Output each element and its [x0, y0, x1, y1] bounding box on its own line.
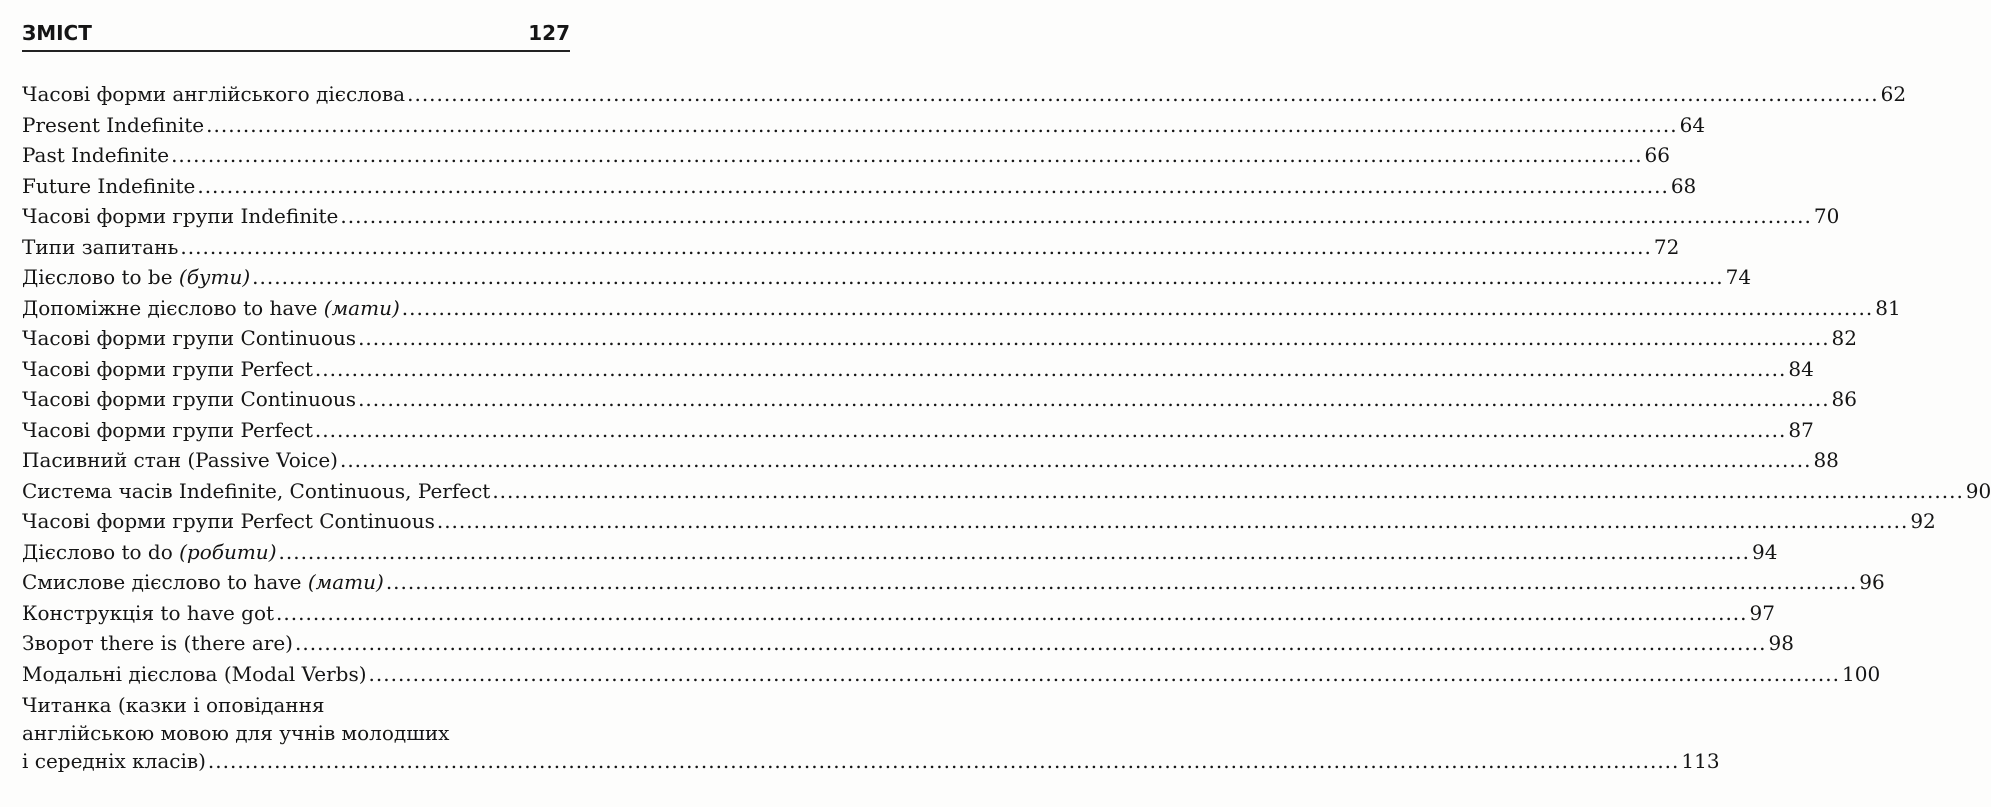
dot-leader: ........................................................................................................................................................................................................ — [385, 570, 1858, 594]
toc-entry-title: Часові форми групи Perfect — [22, 356, 313, 381]
toc-entry-page: 82 — [1831, 326, 1857, 350]
toc-entry — [22, 537, 1778, 568]
toc-entry-title: і середніх класів) — [22, 749, 206, 773]
toc-entry-page: 96 — [1859, 570, 1885, 594]
toc-entry — [22, 79, 1907, 110]
dot-leader: ........................................................................................................................................................................................................ — [197, 173, 1669, 198]
toc-entry-title: Future Indefinite — [22, 173, 196, 198]
toc-entry — [22, 140, 1670, 171]
dot-leader: ........................................................................................................................................................................................................ — [295, 631, 1767, 655]
dot-leader: ........................................................................................................................................................................................................ — [368, 661, 1840, 686]
toc-entry — [22, 598, 1775, 629]
toc-entry — [22, 232, 1680, 263]
toc-entry-page: 84 — [1788, 356, 1814, 381]
toc-entry-title: Present Indefinite — [22, 112, 205, 137]
toc-entry — [22, 293, 1901, 324]
toc-entry-title: Past Indefinite — [22, 143, 170, 167]
toc-entry — [22, 567, 1885, 598]
dot-leader: ........................................................................................................................................................................................................ — [206, 112, 1678, 137]
dot-leader: ........................................................................................................................................................................................................ — [492, 478, 1964, 503]
toc-entry-title: Модальні дієслова (Modal Verbs) — [22, 661, 367, 686]
dot-leader: ........................................................................................................................................................................................................ — [180, 234, 1652, 259]
toc-entry-page: 88 — [1813, 448, 1839, 472]
toc-entry-title: Часові форми групи Indefinite — [22, 204, 339, 228]
toc-entry-title: Типи запитань — [22, 234, 179, 259]
toc-entry-page: 97 — [1749, 600, 1775, 625]
toc-entry-page: 87 — [1788, 417, 1814, 442]
toc-entry-page: 70 — [1813, 204, 1840, 228]
toc-entry — [22, 659, 1881, 690]
page-header — [22, 16, 570, 52]
toc-entry-title: Пасивний стан (Passive Voice) — [22, 448, 338, 472]
toc-entry-page: 64 — [1679, 112, 1706, 137]
toc-entry-page: 94 — [1751, 539, 1778, 564]
section-title: ЗМІСТ — [22, 21, 92, 45]
toc-entry — [22, 747, 1720, 775]
toc-entry-title: Часові форми групи Perfect Continuous — [22, 509, 435, 533]
toc-entry-page: 90 — [1965, 478, 1991, 503]
toc-entry-title: Допоміжне дієслово to have (мати) — [22, 295, 400, 320]
toc-entry-title: Система часів Indefinite, Continuous, Perfect — [22, 478, 491, 503]
toc-entry — [22, 445, 1839, 476]
toc-entry-page: 92 — [1910, 509, 1936, 533]
toc-entry — [22, 628, 1794, 659]
toc-entry-page: 72 — [1653, 234, 1680, 259]
dot-leader: ........................................................................................................................................................................................................ — [358, 326, 1830, 350]
dot-leader: ........................................................................................................................................................................................................ — [401, 295, 1874, 320]
dot-leader: ........................................................................................................................................................................................................ — [339, 448, 1812, 472]
dot-leader: ........................................................................................................................................................................................................ — [278, 539, 1750, 564]
dot-leader: ........................................................................................................................................................................................................ — [276, 600, 1748, 625]
toc-entry-page: 74 — [1725, 265, 1752, 289]
toc-entry — [22, 171, 1697, 202]
toc-entry — [22, 415, 1814, 446]
toc-entry-page: 113 — [1681, 749, 1720, 773]
toc-entry-page: 100 — [1842, 661, 1881, 686]
dot-leader: ........................................................................................................................................................................................................ — [314, 417, 1787, 442]
dot-leader: ........................................................................................................................................................................................................ — [407, 82, 1879, 106]
toc-entry — [22, 323, 1857, 354]
toc-entry-title: Дієслово to do (робити) — [22, 539, 277, 564]
toc-entry-page: 66 — [1644, 143, 1670, 167]
toc-entry-title: Часові форми групи Perfect — [22, 417, 313, 442]
toc-entry-page: 62 — [1880, 82, 1907, 106]
toc-entry-title: Смислове дієслово to have (мати) — [22, 570, 384, 594]
toc-entry — [22, 201, 1840, 232]
toc-entry-title: Дієслово to be (бути) — [22, 265, 251, 289]
toc-entry-title: Конструкція to have got — [22, 600, 275, 625]
table-of-contents — [22, 79, 1991, 775]
toc-entry-title: Часові форми англійського дієслова — [22, 82, 406, 106]
toc-entry-title: Зворот there is (there are) — [22, 631, 293, 655]
dot-leader: ........................................................................................................................................................................................................ — [436, 509, 1909, 533]
toc-entry-page: 86 — [1831, 387, 1857, 411]
toc-entry-page: 81 — [1875, 295, 1901, 320]
toc-entry-reader — [22, 691, 1720, 775]
dot-leader: ........................................................................................................................................................................................................ — [358, 387, 1830, 411]
toc-entry-page: 68 — [1670, 173, 1697, 198]
toc-entry-page: 98 — [1768, 631, 1794, 655]
dot-leader: ........................................................................................................................................................................................................ — [340, 204, 1812, 228]
toc-entry — [22, 476, 1991, 507]
page-number: 127 — [528, 21, 570, 45]
dot-leader: ........................................................................................................................................................................................................ — [252, 265, 1724, 289]
toc-entry-title-line: англійською мовою для учнів молодших — [22, 721, 450, 745]
dot-leader: ........................................................................................................................................................................................................ — [314, 356, 1787, 381]
toc-entry — [22, 354, 1814, 385]
toc-entry — [22, 506, 1936, 537]
toc-entry — [22, 262, 1752, 293]
toc-entry — [22, 384, 1857, 415]
toc-entry — [22, 110, 1706, 141]
toc-entry-title-line: Читанка (казки і оповідання — [22, 693, 325, 717]
dot-leader: ........................................................................................................................................................................................................ — [207, 749, 1680, 773]
dot-leader: ........................................................................................................................................................................................................ — [171, 143, 1643, 167]
toc-entry-title: Часові форми групи Continuous — [22, 387, 357, 411]
toc-entry-title: Часові форми групи Continuous — [22, 326, 357, 350]
